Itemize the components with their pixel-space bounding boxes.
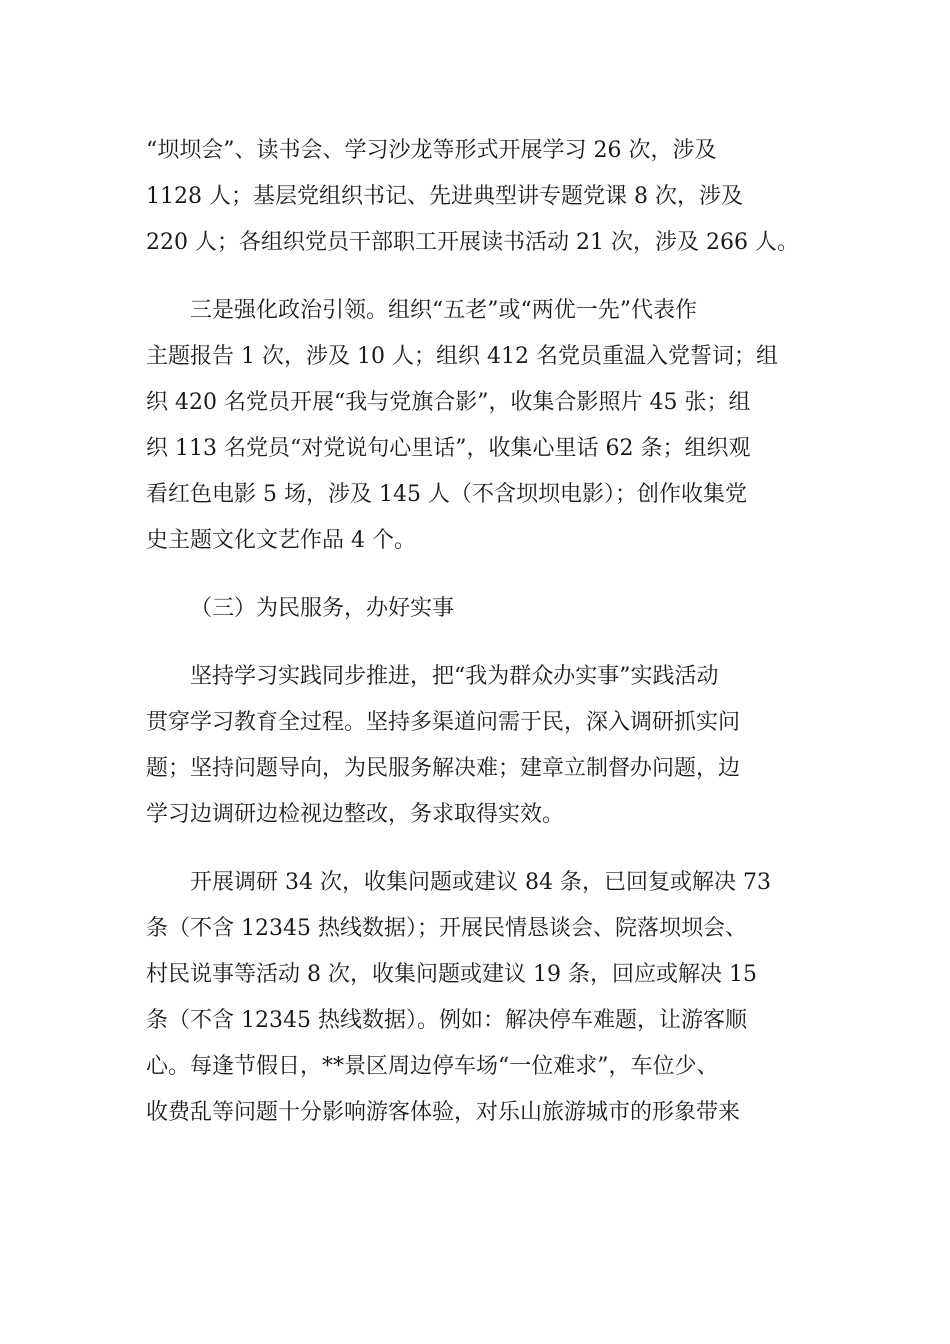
paragraph-study-activities [146,128,806,266]
section-heading-text: （三）为民服务，办好实事 [190,596,455,621]
text-line: 220 人；各组织党员干部职工开展读书活动 21 次，涉及 266 人。 [146,230,799,255]
text-line: 史主题文化文艺作品 4 个。 [146,528,416,553]
text-line: 三是强化政治引领。组织“五老”或“两优一先”代表作 [190,298,697,323]
text-line: 开展调研 34 次，收集问题或建议 84 条，已回复或解决 73 [190,870,771,895]
text-line: 织 420 名党员开展“我与党旗合影”，收集合影照片 45 张；组 [146,390,751,415]
text-line: 坚持学习实践同步推进，把“我为群众办实事”实践活动 [190,664,719,689]
paragraph-serve-people [146,654,806,838]
paragraph-political-guidance [146,288,806,564]
text-line: 村民说事等活动 8 次，收集问题或建议 19 条，回应或解决 15 [146,962,757,987]
paragraph-gap [146,632,806,654]
text-line: 心。每逢节假日，**景区周边停车场“一位难求”，车位少、 [146,1054,719,1079]
text-line: 条（不含 12345 热线数据）；开展民情恳谈会、院落坝坝会、 [146,916,747,941]
text-line: 题；坚持问题导向，为民服务解决难；建章立制督办问题，边 [146,756,741,781]
text-line: 收费乱等问题十分影响游客体验，对乐山旅游城市的形象带来 [146,1100,741,1125]
text-line: 贯穿学习教育全过程。坚持多渠道问需于民，深入调研抓实问 [146,710,741,735]
text-line: 主题报告 1 次，涉及 10 人；组织 412 名党员重温入党誓词；组 [146,344,778,369]
text-line: 看红色电影 5 场，涉及 145 人（不含坝坝电影）；创作收集党 [146,482,747,507]
text-line: 1128 人；基层党组织书记、先进典型讲专题党课 8 次，涉及 [146,184,743,209]
text-line: “坝坝会”、读书会、学习沙龙等形式开展学习 26 次，涉及 [146,138,717,163]
paragraph-gap [146,564,806,586]
paragraph-gap [146,838,806,860]
paragraph-research-results [146,860,806,1136]
section-heading [146,586,806,632]
text-line: 学习边调研边检视边整改，务求取得实效。 [146,802,565,827]
paragraph-gap [146,266,806,288]
document-body [146,128,806,1136]
text-line: 条（不含 12345 热线数据）。例如：解决停车难题，让游客顺 [146,1008,747,1033]
text-line: 织 113 名党员“对党说句心里话”，收集心里话 62 条；组织观 [146,436,751,461]
